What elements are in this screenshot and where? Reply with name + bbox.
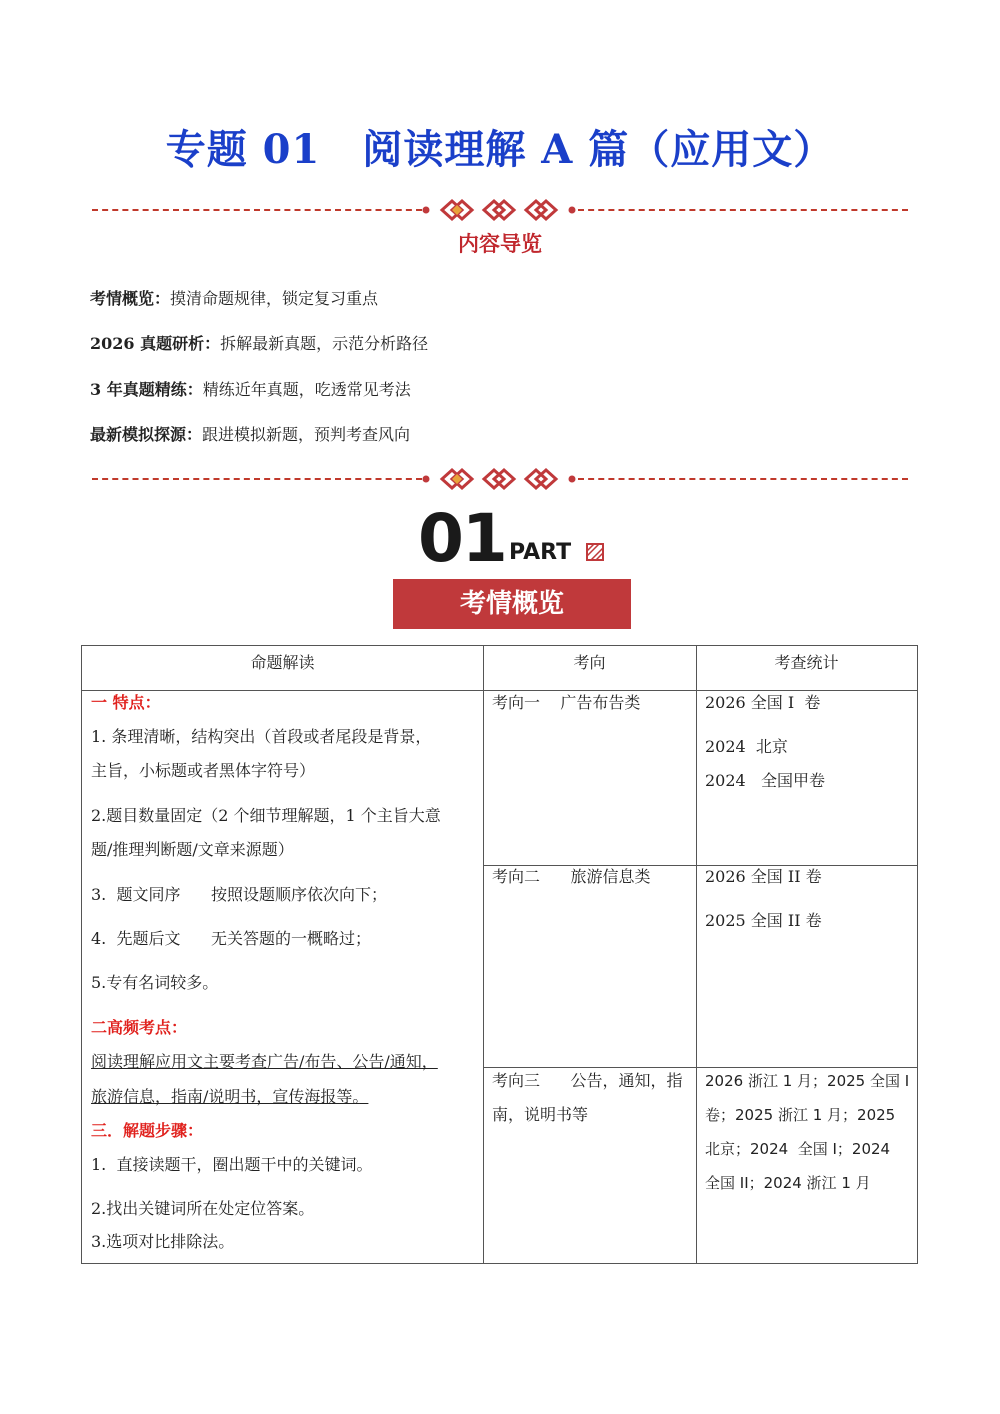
paragraph-line: 题/推理判断题/文章来源题） <box>91 840 294 859</box>
stat-line: 2024 北京 <box>705 737 788 756</box>
stat-line: 2024 全国甲卷 <box>705 771 825 790</box>
paragraph-line: 旅游信息，指南/说明书，宣传海报等。 <box>91 1087 369 1106</box>
paragraph-line: 主旨，小标题或者黑体字符号） <box>91 761 316 780</box>
paragraph-line: 1. 直接读题干，圈出题干中的关键词。 <box>91 1155 373 1174</box>
stat-line: 2025 全国 II 卷 <box>705 911 822 930</box>
nav-item-label: 3 年真题精练： <box>90 380 203 399</box>
direction-line: 考向三 公告，通知，指 <box>492 1071 683 1090</box>
diamond-ornament-icon <box>422 467 578 491</box>
title-topic: 专题 01 <box>165 126 321 173</box>
page-title <box>0 118 1000 175</box>
paragraph-line: 1. 条理清晰，结构突出（首段或者尾段是背景， <box>91 727 432 746</box>
title-subject: 阅读理解 A 篇（应用文） <box>362 126 835 173</box>
nav-item-text: 跟进模拟新题，预判考查风向 <box>202 425 411 444</box>
section-heading: 三．解题步骤： <box>91 1121 204 1140</box>
column-header: 考查统计 <box>774 653 839 672</box>
nav-item <box>90 422 410 445</box>
stat-line: 2026 全国 II 卷 <box>705 867 822 886</box>
ornament-divider <box>92 198 908 222</box>
column-header: 命题解读 <box>250 653 315 672</box>
nav-item-text: 拆解最新真题，示范分析路径 <box>220 334 429 353</box>
stat-line: 北京；2024 全国 I；2024 <box>705 1140 891 1158</box>
paragraph-line: 阅读理解应用文主要考查广告/布告、公告/通知， <box>91 1052 438 1071</box>
exam-overview-table <box>81 645 918 1264</box>
nav-item-text: 摸清命题规律，锁定复习重点 <box>170 289 379 308</box>
column-header: 考向 <box>573 653 606 672</box>
paragraph-line: 3.选项对比排除法。 <box>91 1232 235 1251</box>
nav-item <box>90 286 378 309</box>
stat-line: 全国 II；2024 浙江 1 月 <box>705 1174 871 1192</box>
paragraph-line: 2.题目数量固定（2 个细节理解题，1 个主旨大意 <box>91 806 441 825</box>
nav-item-label: 2026 真题研析： <box>90 334 221 353</box>
nav-heading: 内容导览 <box>458 232 542 256</box>
stat-line: 2026 全国 I 卷 <box>705 693 821 712</box>
nav-item-text: 精练近年真题，吃透常见考法 <box>202 380 411 399</box>
section-heading: 一 特点： <box>91 693 161 712</box>
stat-line: 2026 浙江 1 月；2025 全国 I <box>705 1072 910 1090</box>
stat-line: 卷；2025 浙江 1 月；2025 <box>705 1106 896 1124</box>
paragraph-line: 4. 先题后文 无关答题的一概略过； <box>91 929 371 948</box>
direction-line: 考向二 旅游信息类 <box>492 867 651 886</box>
hatched-box-icon <box>586 543 604 561</box>
nav-item-label: 考情概览： <box>90 289 171 308</box>
part-word: PART <box>509 540 572 565</box>
direction-line: 考向一 广告布告类 <box>492 693 641 712</box>
diamond-ornament-icon <box>422 198 578 222</box>
direction-line: 南，说明书等 <box>492 1105 589 1124</box>
paragraph-line: 3. 题文同序 按照设题顺序依次向下； <box>91 885 387 904</box>
nav-item <box>90 331 428 354</box>
nav-item <box>90 377 411 400</box>
part-number: 01 <box>418 500 506 577</box>
paragraph-line: 5.专有名词较多。 <box>91 973 219 992</box>
section-banner: 考情概览 <box>393 579 631 629</box>
section-heading: 二高频考点： <box>91 1018 188 1037</box>
ornament-divider <box>92 467 908 491</box>
paragraph-line: 2.找出关键词所在处定位答案。 <box>91 1199 315 1218</box>
nav-item-label: 最新模拟探源： <box>90 425 203 444</box>
